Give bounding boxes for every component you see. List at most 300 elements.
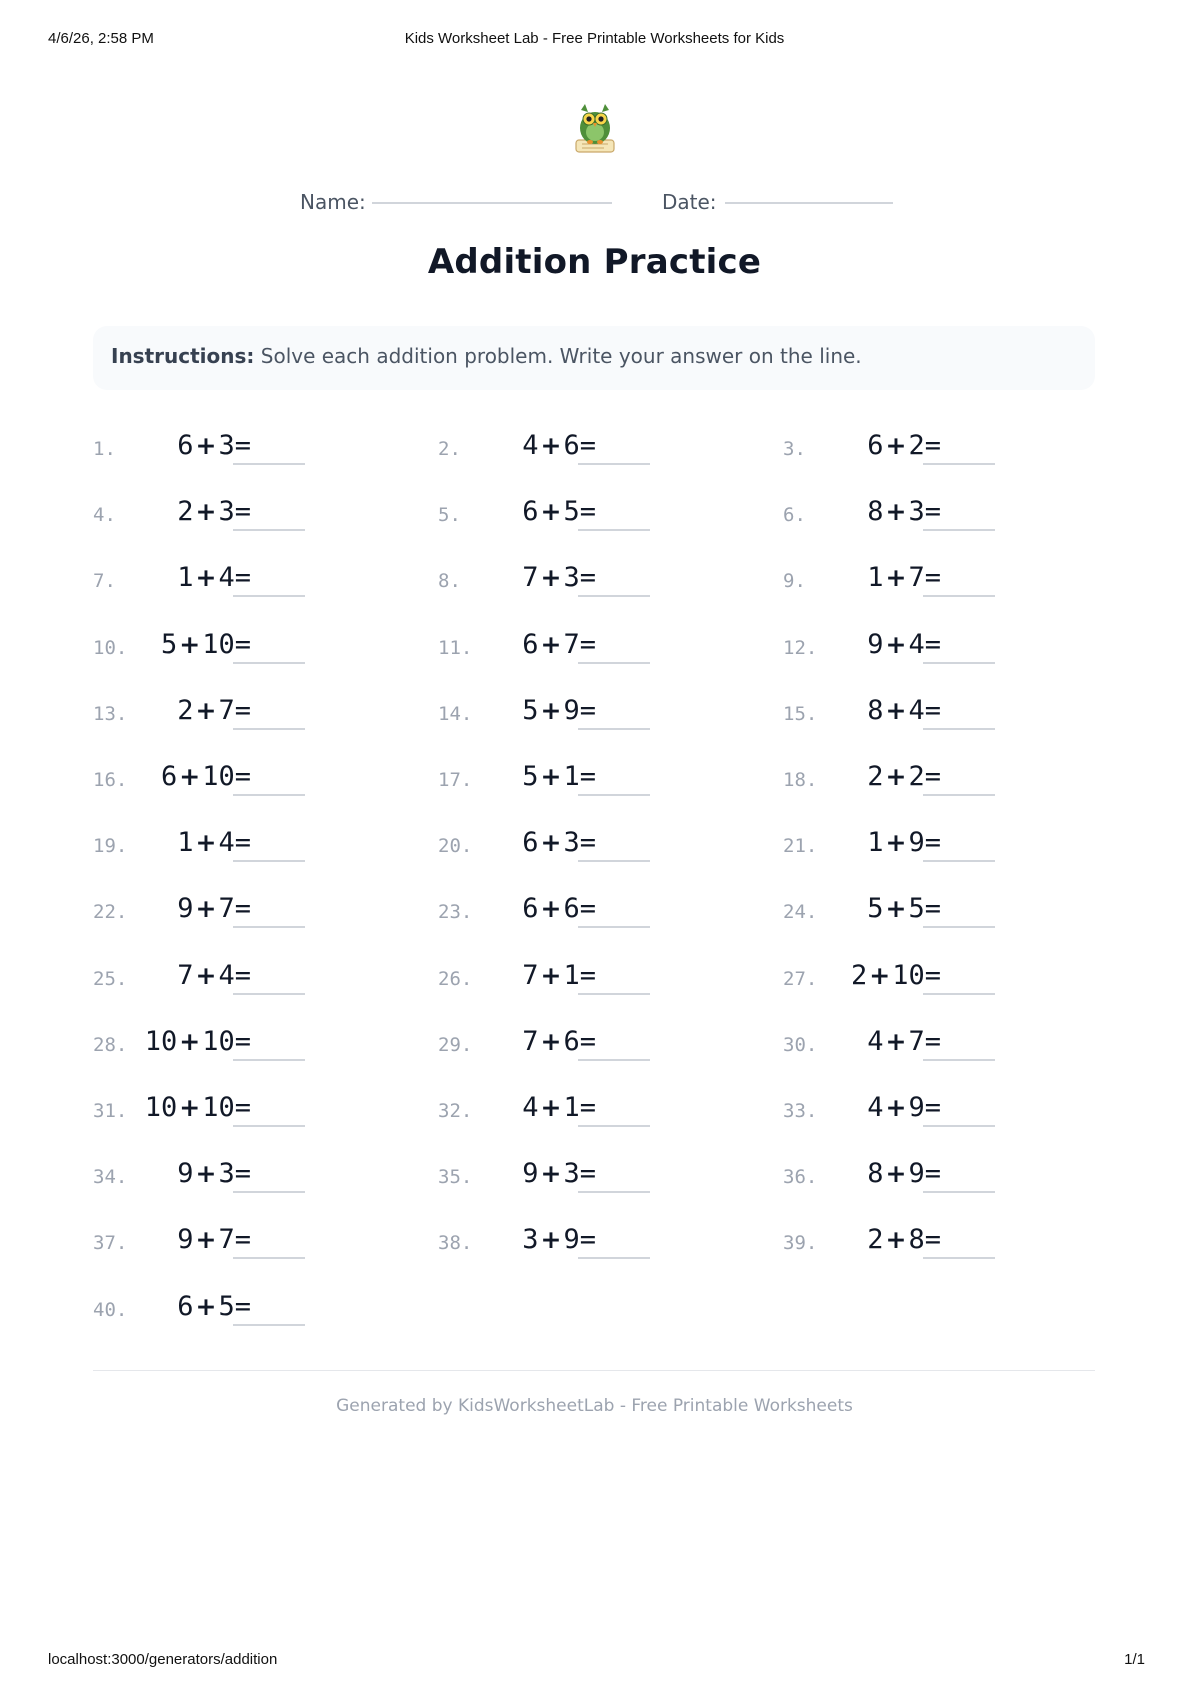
plus-operator: + bbox=[885, 1026, 907, 1056]
problem-number: 16. bbox=[93, 769, 128, 791]
addend-a: 9 bbox=[867, 628, 884, 660]
equals-sign: = bbox=[924, 496, 941, 528]
answer-blank[interactable] bbox=[578, 1257, 650, 1259]
plus-operator: + bbox=[195, 894, 217, 924]
addend-a: 7 bbox=[177, 959, 194, 991]
answer-blank[interactable] bbox=[578, 595, 650, 597]
plus-operator: + bbox=[540, 1093, 562, 1122]
addend-b: 10 bbox=[202, 1092, 235, 1123]
equals-sign: = bbox=[924, 562, 941, 594]
answer-blank[interactable] bbox=[578, 529, 650, 531]
addend-a: 6 bbox=[177, 1290, 194, 1322]
addend-b: 9 bbox=[563, 1224, 580, 1256]
addend-b: 3 bbox=[563, 827, 580, 859]
plus-operator: + bbox=[540, 762, 562, 791]
addend-b: 6 bbox=[563, 1025, 580, 1057]
problem-item bbox=[93, 1016, 393, 1064]
problem-item bbox=[783, 486, 1083, 534]
addend-b: 2 bbox=[908, 761, 925, 792]
problem-item bbox=[438, 1082, 738, 1130]
problem-expression bbox=[177, 695, 251, 726]
answer-blank[interactable] bbox=[923, 1257, 995, 1259]
problem-number: 40. bbox=[93, 1298, 128, 1321]
addend-a: 5 bbox=[522, 761, 539, 792]
answer-blank[interactable] bbox=[578, 1125, 650, 1127]
answer-blank[interactable] bbox=[578, 1059, 650, 1061]
plus-operator: + bbox=[195, 1225, 217, 1255]
addend-b: 2 bbox=[908, 430, 925, 461]
answer-blank[interactable] bbox=[233, 595, 305, 597]
plus-operator: + bbox=[885, 828, 907, 858]
problem-expression bbox=[145, 1026, 251, 1057]
equals-sign: = bbox=[234, 1092, 251, 1123]
problem-expression bbox=[867, 827, 941, 858]
plus-operator: + bbox=[195, 1159, 217, 1189]
answer-blank[interactable] bbox=[578, 794, 650, 796]
problem-number: 21. bbox=[783, 835, 818, 858]
problem-item bbox=[783, 685, 1083, 733]
problem-number: 36. bbox=[783, 1166, 818, 1189]
answer-blank[interactable] bbox=[578, 463, 650, 465]
problem-expression bbox=[177, 1158, 251, 1189]
problem-expression bbox=[867, 893, 941, 924]
problem-item bbox=[93, 817, 393, 865]
addend-b: 3 bbox=[218, 430, 235, 461]
problem-item bbox=[438, 1214, 738, 1262]
equals-sign: = bbox=[579, 1224, 596, 1256]
problem-number: 35. bbox=[438, 1166, 473, 1189]
problem-item bbox=[438, 950, 738, 998]
problem-item bbox=[93, 420, 393, 468]
answer-blank[interactable] bbox=[578, 926, 650, 928]
addend-a: 5 bbox=[867, 893, 884, 925]
owl-logo-icon bbox=[570, 100, 620, 158]
problem-item bbox=[93, 1281, 393, 1329]
equals-sign: = bbox=[234, 761, 251, 792]
date-field[interactable] bbox=[725, 202, 893, 204]
answer-blank[interactable] bbox=[233, 1125, 305, 1127]
problem-expression bbox=[177, 496, 251, 527]
addend-a: 1 bbox=[177, 562, 194, 594]
answer-blank[interactable] bbox=[923, 860, 995, 862]
addend-a: 5 bbox=[522, 694, 539, 726]
problem-item bbox=[438, 552, 738, 600]
instructions-text: Solve each addition problem. Write your answer on the line. bbox=[254, 344, 862, 368]
addend-b: 4 bbox=[218, 562, 235, 594]
problem-item bbox=[783, 1082, 1083, 1130]
answer-blank[interactable] bbox=[923, 794, 995, 796]
instructions-label: Instructions: bbox=[111, 344, 255, 368]
plus-operator: + bbox=[540, 894, 562, 924]
addend-b: 9 bbox=[908, 1158, 925, 1190]
addend-b: 10 bbox=[202, 628, 235, 660]
problem-number: 30. bbox=[783, 1033, 818, 1056]
problem-expression bbox=[177, 893, 251, 924]
addend-a: 7 bbox=[522, 562, 539, 594]
equals-sign: = bbox=[234, 562, 251, 594]
answer-blank[interactable] bbox=[233, 1324, 305, 1326]
problem-expression bbox=[867, 761, 941, 792]
problem-expression bbox=[177, 827, 251, 858]
plus-operator: + bbox=[540, 629, 562, 659]
equals-sign: = bbox=[924, 694, 941, 726]
answer-blank[interactable] bbox=[233, 463, 305, 465]
answer-blank[interactable] bbox=[923, 1059, 995, 1061]
problem-number: 33. bbox=[783, 1100, 818, 1122]
addend-a: 9 bbox=[177, 1158, 194, 1190]
problem-item bbox=[783, 1016, 1083, 1064]
answer-blank[interactable] bbox=[923, 926, 995, 928]
problem-item bbox=[438, 751, 738, 799]
problem-item bbox=[438, 817, 738, 865]
plus-operator: + bbox=[885, 1093, 907, 1122]
addend-a: 2 bbox=[177, 694, 194, 726]
plus-operator: + bbox=[885, 563, 907, 593]
addend-a: 7 bbox=[522, 1025, 539, 1057]
problem-number: 26. bbox=[438, 967, 473, 990]
answer-blank[interactable] bbox=[923, 463, 995, 465]
addend-a: 6 bbox=[522, 628, 539, 660]
plus-operator: + bbox=[885, 1225, 907, 1255]
addend-b: 5 bbox=[908, 893, 925, 925]
equals-sign: = bbox=[924, 430, 941, 461]
answer-blank[interactable] bbox=[923, 595, 995, 597]
problem-expression bbox=[867, 562, 941, 593]
problem-number: 4. bbox=[93, 504, 116, 527]
problem-number: 18. bbox=[783, 769, 818, 791]
problem-number: 2. bbox=[438, 438, 461, 460]
plus-operator: + bbox=[540, 1225, 562, 1255]
addend-a: 4 bbox=[867, 1092, 884, 1123]
print-footer bbox=[0, 1651, 1189, 1671]
answer-blank[interactable] bbox=[578, 662, 650, 664]
plus-operator: + bbox=[540, 431, 562, 460]
addend-a: 2 bbox=[867, 1224, 884, 1256]
addend-a: 10 bbox=[144, 1092, 178, 1123]
addend-b: 3 bbox=[908, 496, 925, 528]
problem-number: 19. bbox=[93, 835, 128, 858]
addend-a: 4 bbox=[867, 1025, 884, 1057]
problem-item bbox=[438, 1016, 738, 1064]
addend-a: 6 bbox=[867, 430, 884, 461]
problem-item bbox=[438, 1148, 738, 1196]
answer-blank[interactable] bbox=[233, 529, 305, 531]
plus-operator: + bbox=[195, 1291, 217, 1321]
footer-credit: Generated by KidsWorksheetLab - Free Printable Worksheets bbox=[336, 1396, 853, 1416]
equals-sign: = bbox=[924, 959, 941, 991]
problem-number: 8. bbox=[438, 570, 461, 593]
equals-sign: = bbox=[234, 827, 251, 859]
addend-a: 8 bbox=[867, 694, 884, 726]
addend-b: 10 bbox=[202, 761, 235, 792]
problem-expression bbox=[867, 629, 941, 660]
problem-item bbox=[438, 420, 738, 468]
plus-operator: + bbox=[540, 1159, 562, 1189]
addend-b: 4 bbox=[218, 827, 235, 859]
equals-sign: = bbox=[579, 430, 596, 461]
addend-b: 5 bbox=[218, 1290, 235, 1322]
answer-blank[interactable] bbox=[233, 794, 305, 796]
addend-a: 9 bbox=[522, 1158, 539, 1190]
problem-number: 29. bbox=[438, 1033, 473, 1056]
problem-item bbox=[783, 817, 1083, 865]
problem-item bbox=[783, 950, 1083, 998]
plus-operator: + bbox=[885, 762, 907, 791]
problem-item bbox=[93, 1082, 393, 1130]
problem-expression bbox=[522, 960, 596, 991]
addend-b: 8 bbox=[908, 1224, 925, 1256]
answer-blank[interactable] bbox=[923, 1125, 995, 1127]
plus-operator: + bbox=[195, 960, 217, 990]
print-datetime: 4/6/26, 2:58 PM bbox=[48, 30, 154, 47]
equals-sign: = bbox=[924, 628, 941, 660]
answer-blank[interactable] bbox=[233, 1257, 305, 1259]
addend-b: 9 bbox=[563, 694, 580, 726]
problem-number: 7. bbox=[93, 570, 116, 593]
addend-b: 3 bbox=[218, 1158, 235, 1190]
equals-sign: = bbox=[234, 959, 251, 991]
problem-expression bbox=[867, 1158, 941, 1189]
instructions-box bbox=[93, 326, 1095, 390]
addend-a: 6 bbox=[522, 893, 539, 925]
answer-blank[interactable] bbox=[923, 993, 995, 995]
answer-blank[interactable] bbox=[233, 1191, 305, 1193]
equals-sign: = bbox=[924, 1158, 941, 1190]
equals-sign: = bbox=[234, 628, 251, 660]
problem-expression bbox=[177, 1291, 251, 1322]
addend-a: 1 bbox=[867, 562, 884, 594]
equals-sign: = bbox=[579, 827, 596, 859]
name-date-row bbox=[0, 190, 1189, 220]
equals-sign: = bbox=[579, 761, 596, 792]
problem-expression bbox=[867, 1026, 941, 1057]
problem-number: 11. bbox=[438, 636, 473, 659]
problem-expression bbox=[522, 1224, 596, 1255]
problem-number: 23. bbox=[438, 901, 473, 924]
addend-a: 2 bbox=[177, 496, 194, 528]
problem-number: 20. bbox=[438, 835, 473, 858]
problem-item bbox=[783, 420, 1083, 468]
addend-a: 8 bbox=[867, 496, 884, 528]
addend-b: 3 bbox=[563, 1158, 580, 1190]
answer-blank[interactable] bbox=[233, 993, 305, 995]
equals-sign: = bbox=[924, 1092, 941, 1123]
problem-number: 28. bbox=[93, 1033, 128, 1056]
answer-blank[interactable] bbox=[923, 1191, 995, 1193]
problem-expression bbox=[851, 960, 941, 991]
plus-operator: + bbox=[195, 497, 217, 527]
name-field[interactable] bbox=[372, 202, 612, 204]
addend-a: 7 bbox=[522, 959, 539, 991]
problem-expression bbox=[177, 960, 251, 991]
equals-sign: = bbox=[579, 1025, 596, 1057]
equals-sign: = bbox=[234, 694, 251, 726]
plus-operator: + bbox=[179, 1026, 201, 1056]
equals-sign: = bbox=[579, 1158, 596, 1190]
addend-b: 6 bbox=[563, 430, 580, 461]
problem-item bbox=[438, 685, 738, 733]
plus-operator: + bbox=[195, 431, 217, 460]
name-label: Name: bbox=[300, 190, 366, 214]
problem-item bbox=[93, 486, 393, 534]
addend-b: 9 bbox=[908, 1092, 925, 1123]
answer-blank[interactable] bbox=[578, 993, 650, 995]
addend-a: 1 bbox=[867, 827, 884, 859]
problem-number: 37. bbox=[93, 1232, 128, 1255]
problem-number: 25. bbox=[93, 967, 128, 990]
answer-blank[interactable] bbox=[578, 860, 650, 862]
problem-number: 38. bbox=[438, 1232, 473, 1255]
problem-number: 32. bbox=[438, 1100, 473, 1122]
problem-item bbox=[93, 685, 393, 733]
problem-number: 13. bbox=[93, 702, 128, 725]
answer-blank[interactable] bbox=[578, 1191, 650, 1193]
problem-expression bbox=[522, 893, 596, 924]
date-label: Date: bbox=[662, 190, 717, 214]
answer-blank[interactable] bbox=[923, 662, 995, 664]
plus-operator: + bbox=[195, 695, 217, 725]
problem-item bbox=[93, 883, 393, 931]
answer-blank[interactable] bbox=[923, 728, 995, 730]
problem-item bbox=[93, 950, 393, 998]
plus-operator: + bbox=[869, 960, 891, 990]
problem-item bbox=[783, 1148, 1083, 1196]
print-page-count: 1/1 bbox=[1124, 1651, 1145, 1668]
problem-number: 31. bbox=[93, 1100, 128, 1122]
addend-b: 1 bbox=[563, 761, 580, 792]
problem-number: 22. bbox=[93, 901, 128, 924]
plus-operator: + bbox=[540, 960, 562, 990]
print-page-title: Kids Worksheet Lab - Free Printable Worksheets for Kids bbox=[404, 30, 785, 47]
problem-expression bbox=[522, 695, 596, 726]
plus-operator: + bbox=[885, 1159, 907, 1189]
problem-expression bbox=[161, 629, 251, 660]
problem-number: 27. bbox=[783, 967, 818, 990]
problem-item bbox=[783, 552, 1083, 600]
plus-operator: + bbox=[885, 894, 907, 924]
addend-b: 7 bbox=[218, 893, 235, 925]
equals-sign: = bbox=[234, 496, 251, 528]
answer-blank[interactable] bbox=[233, 728, 305, 730]
addend-b: 9 bbox=[908, 827, 925, 859]
addend-b: 7 bbox=[218, 694, 235, 726]
addend-b: 3 bbox=[218, 496, 235, 528]
problem-item bbox=[93, 619, 393, 667]
page-title: Addition Practice bbox=[427, 242, 762, 282]
equals-sign: = bbox=[924, 1224, 941, 1256]
addend-a: 6 bbox=[522, 496, 539, 528]
plus-operator: + bbox=[885, 695, 907, 725]
equals-sign: = bbox=[924, 761, 941, 792]
equals-sign: = bbox=[234, 1290, 251, 1322]
problem-number: 17. bbox=[438, 769, 473, 791]
addend-a: 9 bbox=[177, 893, 194, 925]
problem-expression bbox=[522, 1026, 596, 1057]
equals-sign: = bbox=[579, 1092, 596, 1123]
problem-expression bbox=[161, 761, 251, 792]
print-header bbox=[0, 30, 1189, 50]
equals-sign: = bbox=[579, 628, 596, 660]
answer-blank[interactable] bbox=[233, 926, 305, 928]
problem-expression bbox=[522, 562, 596, 593]
plus-operator: + bbox=[195, 828, 217, 858]
addend-a: 6 bbox=[522, 827, 539, 859]
problem-number: 3. bbox=[783, 438, 806, 460]
addend-b: 7 bbox=[908, 1025, 925, 1057]
addend-b: 1 bbox=[563, 959, 580, 991]
problem-item bbox=[783, 883, 1083, 931]
problem-expression bbox=[522, 1158, 596, 1189]
problem-number: 9. bbox=[783, 570, 806, 593]
problem-item bbox=[783, 1214, 1083, 1262]
problem-expression bbox=[867, 430, 941, 461]
problem-item bbox=[93, 751, 393, 799]
answer-blank[interactable] bbox=[233, 662, 305, 664]
equals-sign: = bbox=[579, 959, 596, 991]
addend-a: 6 bbox=[161, 761, 178, 792]
equals-sign: = bbox=[234, 893, 251, 925]
addend-b: 10 bbox=[202, 1025, 235, 1057]
problem-item bbox=[93, 1148, 393, 1196]
addend-a: 1 bbox=[177, 827, 194, 859]
addend-a: 8 bbox=[867, 1158, 884, 1190]
equals-sign: = bbox=[234, 1025, 251, 1057]
plus-operator: + bbox=[540, 563, 562, 593]
answer-blank[interactable] bbox=[578, 728, 650, 730]
plus-operator: + bbox=[540, 695, 562, 725]
footer-divider bbox=[93, 1370, 1095, 1371]
plus-operator: + bbox=[885, 497, 907, 527]
equals-sign: = bbox=[579, 562, 596, 594]
addend-b: 3 bbox=[563, 562, 580, 594]
problem-number: 10. bbox=[93, 636, 128, 659]
problem-expression bbox=[522, 761, 596, 792]
problem-item bbox=[783, 619, 1083, 667]
addend-b: 7 bbox=[563, 628, 580, 660]
problem-number: 15. bbox=[783, 702, 818, 725]
problem-number: 39. bbox=[783, 1232, 818, 1255]
addend-b: 7 bbox=[908, 562, 925, 594]
addend-b: 7 bbox=[218, 1224, 235, 1256]
equals-sign: = bbox=[579, 893, 596, 925]
plus-operator: + bbox=[195, 563, 217, 593]
problem-expression bbox=[522, 629, 596, 660]
equals-sign: = bbox=[924, 827, 941, 859]
problem-item bbox=[93, 552, 393, 600]
plus-operator: + bbox=[179, 1093, 201, 1122]
addend-a: 2 bbox=[867, 761, 884, 792]
equals-sign: = bbox=[234, 430, 251, 461]
plus-operator: + bbox=[540, 497, 562, 527]
answer-blank[interactable] bbox=[233, 860, 305, 862]
problem-number: 6. bbox=[783, 504, 806, 527]
equals-sign: = bbox=[234, 1158, 251, 1190]
problem-expression bbox=[145, 1092, 251, 1123]
addend-b: 10 bbox=[892, 959, 925, 991]
equals-sign: = bbox=[924, 1025, 941, 1057]
addend-a: 4 bbox=[522, 430, 539, 461]
print-url: localhost:3000/generators/addition bbox=[48, 1651, 278, 1668]
addend-a: 10 bbox=[144, 1025, 178, 1057]
addend-b: 6 bbox=[563, 893, 580, 925]
addend-b: 1 bbox=[563, 1092, 580, 1123]
equals-sign: = bbox=[579, 496, 596, 528]
addend-a: 6 bbox=[177, 430, 194, 461]
problem-number: 14. bbox=[438, 702, 473, 725]
answer-blank[interactable] bbox=[233, 1059, 305, 1061]
problem-number: 1. bbox=[93, 438, 116, 460]
answer-blank[interactable] bbox=[923, 529, 995, 531]
